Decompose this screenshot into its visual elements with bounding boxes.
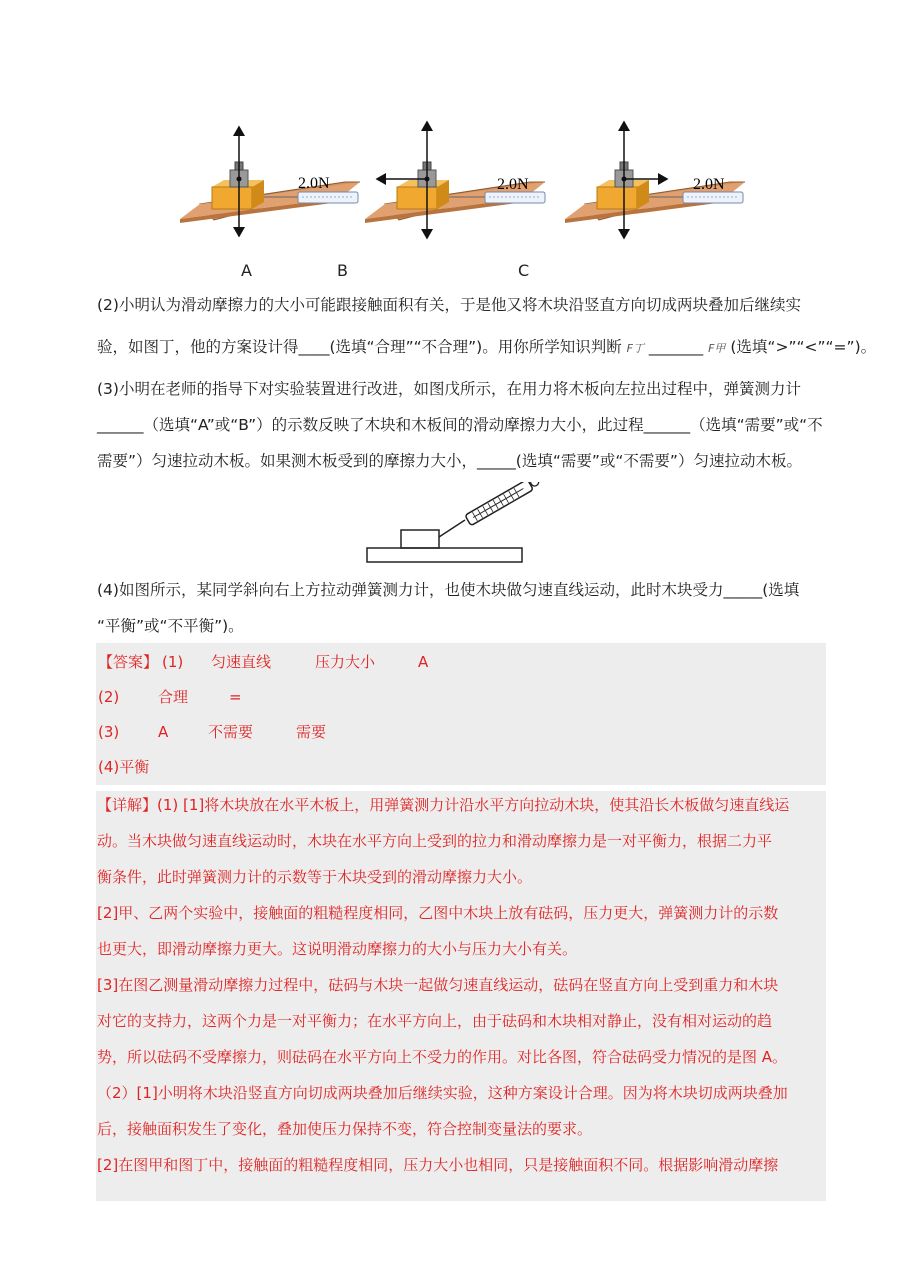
answer-tag: 【答案】 [98,653,159,671]
question-2-line2 [97,338,876,358]
figure-label-b: B [337,261,348,280]
diagram-b [365,122,545,238]
detail-background [96,791,826,1201]
question-2-text-a: 验，如图丁，他的方案设计得____(选填“合理”“不合理”)。用你所学知识判断 [97,338,622,356]
detail-line-6: [3]在图乙测量滑动摩擦力过程中，砝码与木块一起做匀速直线运动，砝码在竖直方向上受到重力和木块 [97,976,779,994]
detail-line-1: 【详解】(1) [1]将木块放在水平木板上，用弹簧测力计沿水平方向拉动木块，使其沿长木板做匀速直线运 [97,796,790,814]
force-diagrams [170,112,770,247]
answer-3-c: 需要 [296,723,327,741]
diagram-c [565,122,745,238]
detail-line-3: 衡条件，此时弹簧测力计的示数等于木块受到的滑动摩擦力大小。 [97,868,533,886]
detail-line-9: （2）[1]小明将木块沿竖直方向切成两块叠加后继续实验，这种方案设计合理。因为将木块切成两块叠加 [97,1084,788,1102]
answer-4: (4)平衡 [98,758,150,776]
question-4-line2: “平衡”或“不平衡”)。 [97,617,244,635]
answer-2-num: (2) [98,688,120,706]
detail-line-4: [2]甲、乙两个实验中，接触面的粗糙程度相同，乙图中木块上放有砝码，压力更大，弹簧测力计的示数 [97,904,779,922]
question-4-line1: (4)如图所示，某同学斜向右上方拉动弹簧测力计，也使木块做匀速直线运动，此时木块受力_____(选填 [97,581,800,599]
answer-3-a: A [158,723,169,741]
detail-line-8: 势，所以砝码不受摩擦力，则砝码在水平方向上不受力的作用。对比各图，符合砝码受力情况的是图 A。 [97,1048,788,1066]
question-3-line1: (3)小明在老师的指导下对实验装置进行改进，如图戊所示，在用力将木板向左拉出过程中，弹簧测力计 [97,380,801,398]
question-2-blank: _______ [648,338,704,356]
answer-3-num: (3) [98,723,120,741]
detail-line-11: [2]在图甲和图丁中，接触面的粗糙程度相同，压力大小也相同，只是接触面积不同。根据影响滑动摩擦 [97,1156,779,1174]
spring-reading-b: 2.0N [497,176,529,193]
detail-line-10: 后，接触面积发生了变化，叠加使压力保持不变，符合控制变量法的要求。 [97,1120,593,1138]
figure-label-a: A [241,261,252,280]
answer-background [96,643,826,785]
answer-1-num: (1) [162,653,184,671]
detail-line-7: 对它的支持力，这两个力是一对平衡力；在水平方向上，由于砝码和木块相对静止，没有相对运动的趋 [97,1012,773,1030]
answer-3-b: 不需要 [208,723,254,741]
answer-1-a: 匀速直线 [211,653,272,671]
answer-1-b: 压力大小 [315,653,376,671]
spring-reading-a: 2.0N [298,175,330,192]
figure-label-c: C [518,261,530,280]
detail-line-5: 也更大，即滑动摩擦力更大。这说明滑动摩擦力的大小与压力大小有关。 [97,940,578,958]
detail-line-2: 动。当木块做匀速直线运动时，木块在水平方向上受到的拉力和滑动摩擦力是一对平衡力，根据二力平 [97,832,773,850]
answer-2-a: 合理 [158,688,189,706]
f-jia-symbol: F甲 [708,342,726,355]
diagram-a [180,127,360,236]
question-2-line1: (2)小明认为滑动摩擦力的大小可能跟接触面积有关，于是他又将木块沿竖直方向切成两块叠加后继续实 [97,296,801,314]
f-ding-symbol: F丁 [626,342,644,355]
oblique-pull-figure [365,482,540,567]
answer-2-b: = [229,688,242,706]
question-3-line2: ______（选填“A”或“B”）的示数反映了木块和木板间的滑动摩擦力大小，此过程______（选填“需要”或“不 [97,416,823,434]
answer-1-c: A [418,653,429,671]
question-3-line3: 需要”）匀速拉动木板。如果测木板受到的摩擦力大小，_____(选填“需要”或“不需要”）匀速拉动木板。 [97,452,802,470]
question-2-text-b: (选填“>”“<”“=”)。 [730,338,877,356]
spring-reading-c: 2.0N [693,176,725,193]
